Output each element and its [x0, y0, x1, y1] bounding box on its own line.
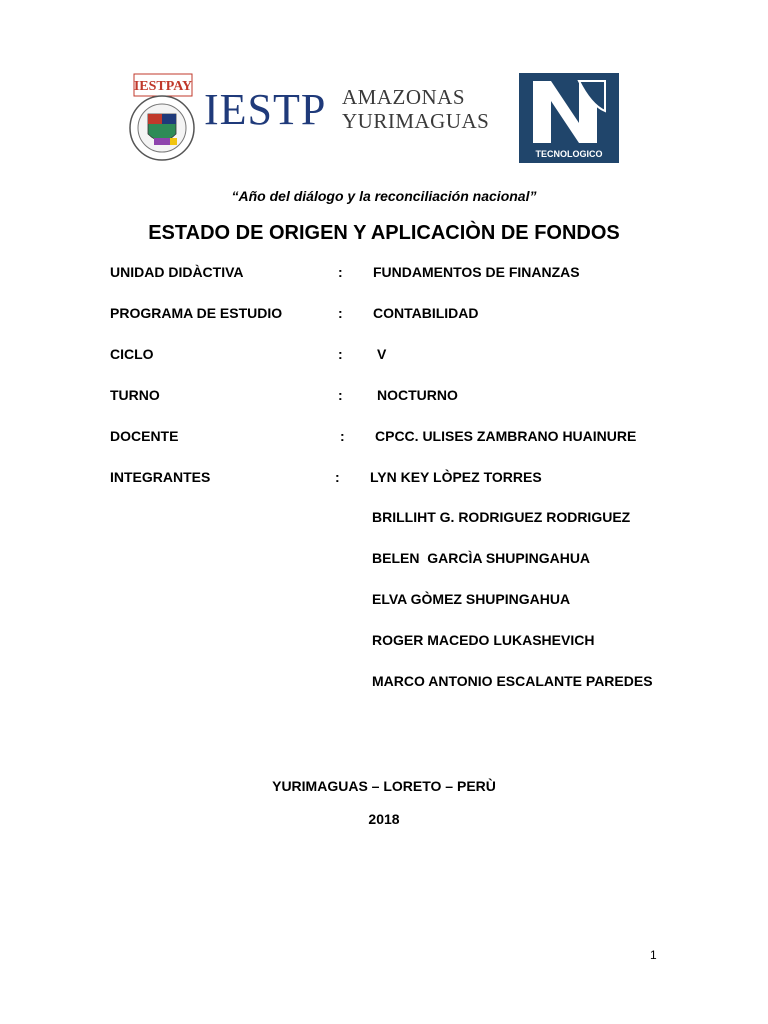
field-value-turno: NOCTURNO: [377, 387, 458, 403]
field-label-turno: TURNO: [110, 387, 160, 403]
field-colon: :: [335, 469, 340, 485]
logo-iestp-text: IESTP: [204, 85, 327, 134]
member-name: ELVA GÒMEZ SHUPINGAHUA: [372, 591, 571, 607]
field-value-programa: CONTABILIDAD: [373, 305, 479, 321]
field-value-ciclo: V: [377, 346, 387, 362]
field-value-unidad: FUNDAMENTOS DE FINANZAS: [373, 264, 580, 280]
field-label-programa: PROGRAMA DE ESTUDIO: [110, 305, 283, 321]
field-label-docente: DOCENTE: [110, 428, 179, 444]
field-label-ciclo: CICLO: [110, 346, 154, 362]
member-name: BRILLIHT G. RODRIGUEZ RODRIGUEZ: [372, 509, 631, 525]
field-label-integrantes: INTEGRANTES: [110, 469, 211, 485]
field-label-unidad: UNIDAD DIDÀCTIVA: [110, 264, 244, 280]
logo-yurimaguas-text: YURIMAGUAS: [342, 109, 490, 133]
location-text: YURIMAGUAS – LORETO – PERÙ: [272, 778, 496, 794]
member-name: ROGER MACEDO LUKASHEVICH: [372, 632, 595, 648]
year-text: 2018: [368, 811, 400, 827]
page-number: 1: [650, 948, 657, 962]
field-colon: :: [338, 346, 343, 362]
field-value-integrantes: LYN KEY LÒPEZ TORRES: [370, 469, 542, 485]
field-value-docente: CPCC. ULISES ZAMBRANO HUAINURE: [375, 428, 637, 444]
svg-text:TECNOLOGICO: TECNOLOGICO: [535, 149, 603, 159]
field-colon: :: [338, 387, 343, 403]
svg-text:IESTPAY: IESTPAY: [133, 79, 193, 94]
member-name: BELEN GARCÌA SHUPINGAHUA: [372, 550, 591, 566]
field-colon: :: [338, 264, 343, 280]
document-title: ESTADO DE ORIGEN Y APLICACIÒN DE FONDOS: [148, 222, 620, 244]
iestp-wordmark-logo: [200, 84, 504, 134]
member-name: MARCO ANTONIO ESCALANTE PAREDES: [372, 673, 653, 689]
motto-text: “Año del diálogo y la reconciliación nacional”: [231, 188, 537, 204]
tecnologico-logo: [519, 73, 619, 163]
iestpay-seal-logo: [126, 72, 198, 162]
field-colon: :: [338, 305, 343, 321]
field-colon: :: [340, 428, 345, 444]
logo-amazonas-text: AMAZONAS: [342, 85, 466, 109]
